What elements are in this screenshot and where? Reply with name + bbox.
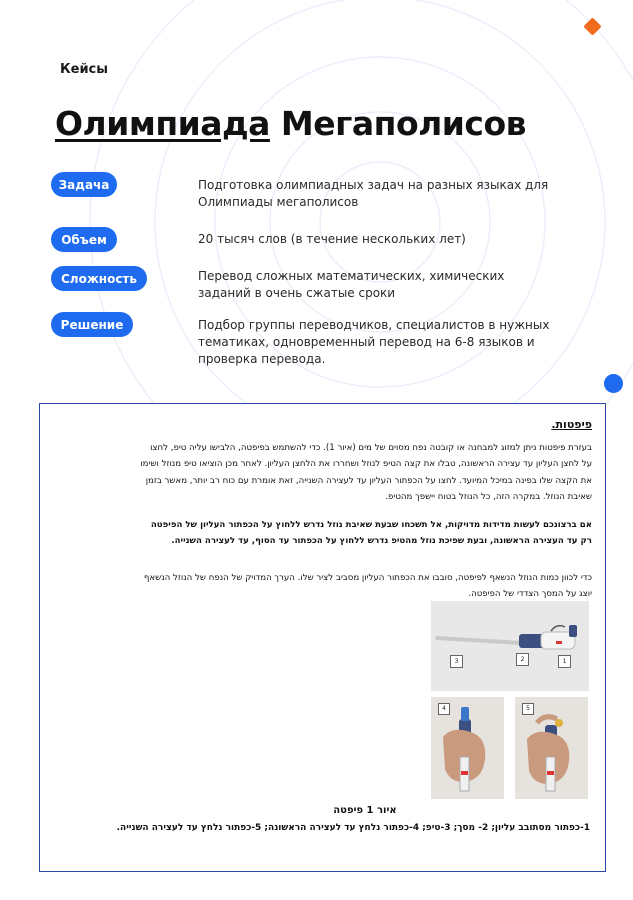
section-kicker: Кейсы bbox=[60, 62, 109, 77]
label-pill-volume: Объем bbox=[51, 227, 117, 252]
doc-heading: פיפטות. bbox=[551, 418, 592, 431]
label-pill-task: Задача bbox=[51, 172, 117, 197]
document-preview bbox=[39, 403, 606, 872]
label-pill-solution: Решение bbox=[51, 312, 133, 337]
doc-paragraph-3: כדי לכוון כמות הנוזל הנשאף לפיפטה, סובבו את הכפתור העליון מסביב לציר שלו. הערך המדויק של הנפח של הנוזל הנשאף יוצג על המסך הצדדי של הפיפטה. bbox=[143, 573, 592, 600]
doc-paragraph-1: בעזרת פיפטות ניתן למזוג למבחנה או קובטה נפח מסוים של מים (איור 1). כדי להשתמש בפיפטה, הלבישו עליה טיפ, לחצו על לחצן העליון עד עצירה הראשונה, טבלו את קצה הטיפ לנוזל ושחררו את הלחצן העליון. לאחר מכן הוציאו טיפ מנוזל ושימו את הקצה שלו בפינה במיכל המיועד. לחצו על הכפתור העליון עד לעצירה השנייה, זאת אומרת עם כוח רב יותר, מאשר בזמן שאיבת הנוזל. במקרה הזה, כל הנוזל בטוח יישפך מהטיפ. bbox=[140, 443, 592, 503]
page-title-underlined: Олимпиада bbox=[55, 104, 270, 143]
page-title-rest: Мегаполисов bbox=[269, 104, 527, 143]
doc-paragraph-2: אם ברצונכם לעשות מדידות מדויקות, אל תשכחו שבעת שאיבת נוזל נדרש ללחוץ על הכפתור העליון של הפיפטה רק עד העצירה הראשונה, ובעת שפיכת נוזל מהטיפ נדרש ללחוץ על הכפתור עד הסוף, עד לעצירה השנייה. bbox=[150, 520, 592, 547]
figure-caption-text: 1-כפתור מסתובב עליון; 2- מסך; 3-טיפ; 4-כפתור נלחץ עד לעצירה הראשונה; 5-כפתור נלחץ עד לעצירה השנייה. bbox=[116, 823, 590, 833]
pipette-photo-main bbox=[431, 601, 589, 691]
pipette-icon bbox=[431, 601, 589, 691]
pipette-hand-photo-4 bbox=[431, 697, 504, 799]
row-text-task: Подготовка олимпиадных задач на разных языках для Олимпиады мегаполисов bbox=[198, 178, 549, 209]
row-text-volume: 20 тысяч слов (в течение нескольких лет) bbox=[198, 232, 466, 246]
figure-caption-title: איור 1 פיפטה bbox=[333, 805, 397, 816]
row-text-complexity: Перевод сложных математических, химических заданий в очень сжатые сроки bbox=[198, 269, 505, 300]
label-pill-complexity: Сложность bbox=[51, 266, 147, 291]
photo-label-2: 2 bbox=[516, 653, 529, 666]
photo-label-1: 1 bbox=[558, 655, 571, 668]
page-title bbox=[55, 104, 526, 143]
pipette-hand-photo-5 bbox=[515, 697, 588, 799]
blue-dot-icon bbox=[604, 374, 623, 393]
photo-label-3: 3 bbox=[450, 655, 463, 668]
photo-label-5: 5 bbox=[522, 703, 534, 715]
photo-label-4: 4 bbox=[438, 703, 450, 715]
row-text-solution: Подбор группы переводчиков, специалистов в нужных тематиках, одновременный перевод на 6-8 языков и проверка перевода. bbox=[198, 318, 550, 366]
